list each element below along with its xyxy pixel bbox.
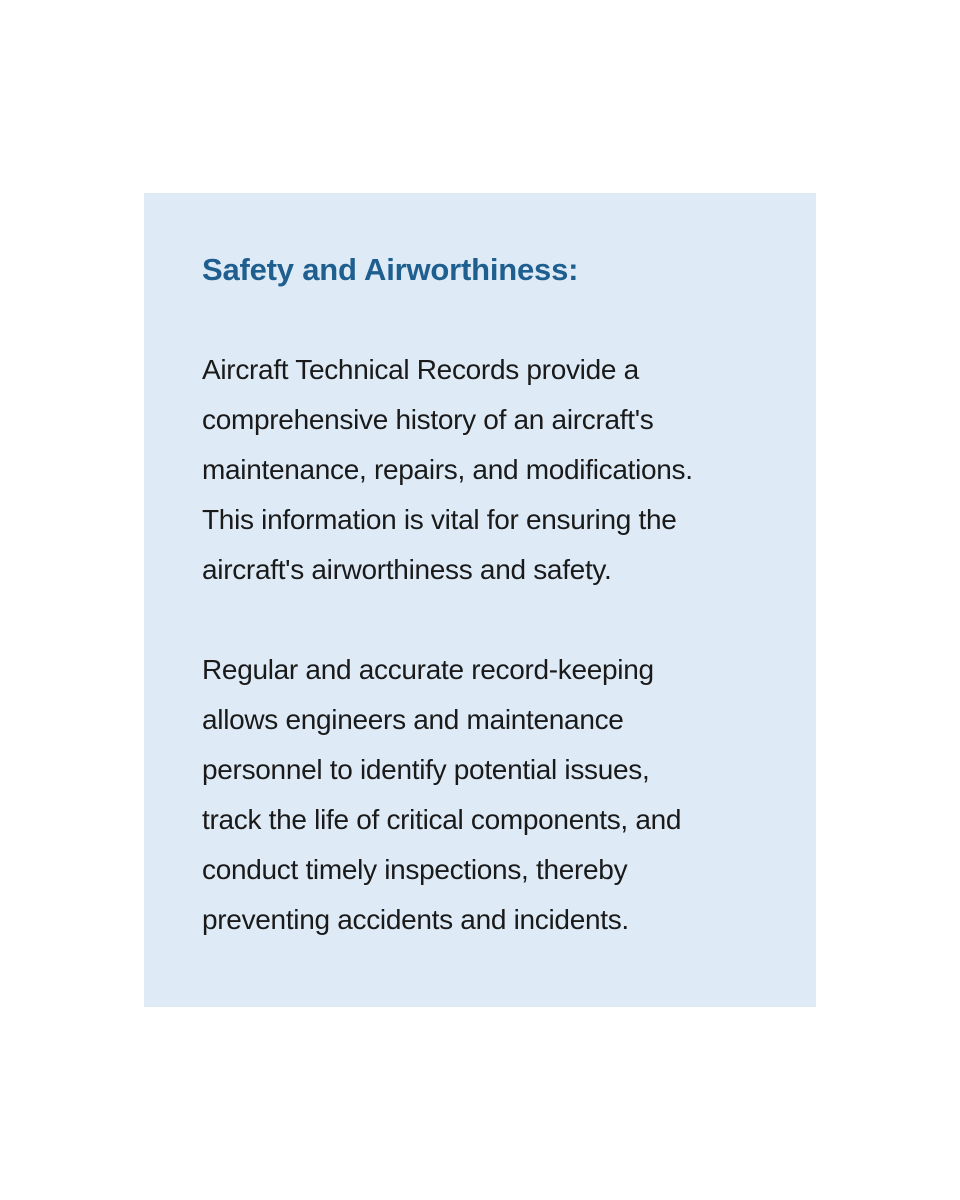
text-line: conduct timely inspections, thereby [202, 854, 628, 885]
paragraph-records-overview [202, 345, 802, 595]
text-line: comprehensive history of an aircraft's [202, 404, 654, 435]
card-heading: Safety and Airworthiness: [202, 252, 579, 287]
text-line: allows engineers and maintenance [202, 704, 624, 735]
paragraph-record-keeping [202, 645, 802, 945]
text-line: This information is vital for ensuring the [202, 504, 677, 535]
text-line: maintenance, repairs, and modifications. [202, 454, 693, 485]
info-card [144, 193, 816, 1007]
text-line: Regular and accurate record-keeping [202, 654, 654, 685]
text-line: personnel to identify potential issues, [202, 754, 650, 785]
text-line: track the life of critical components, and [202, 804, 682, 835]
text-line: preventing accidents and incidents. [202, 904, 629, 935]
text-line: Aircraft Technical Records provide a [202, 354, 639, 385]
text-line: aircraft's airworthiness and safety. [202, 554, 612, 585]
